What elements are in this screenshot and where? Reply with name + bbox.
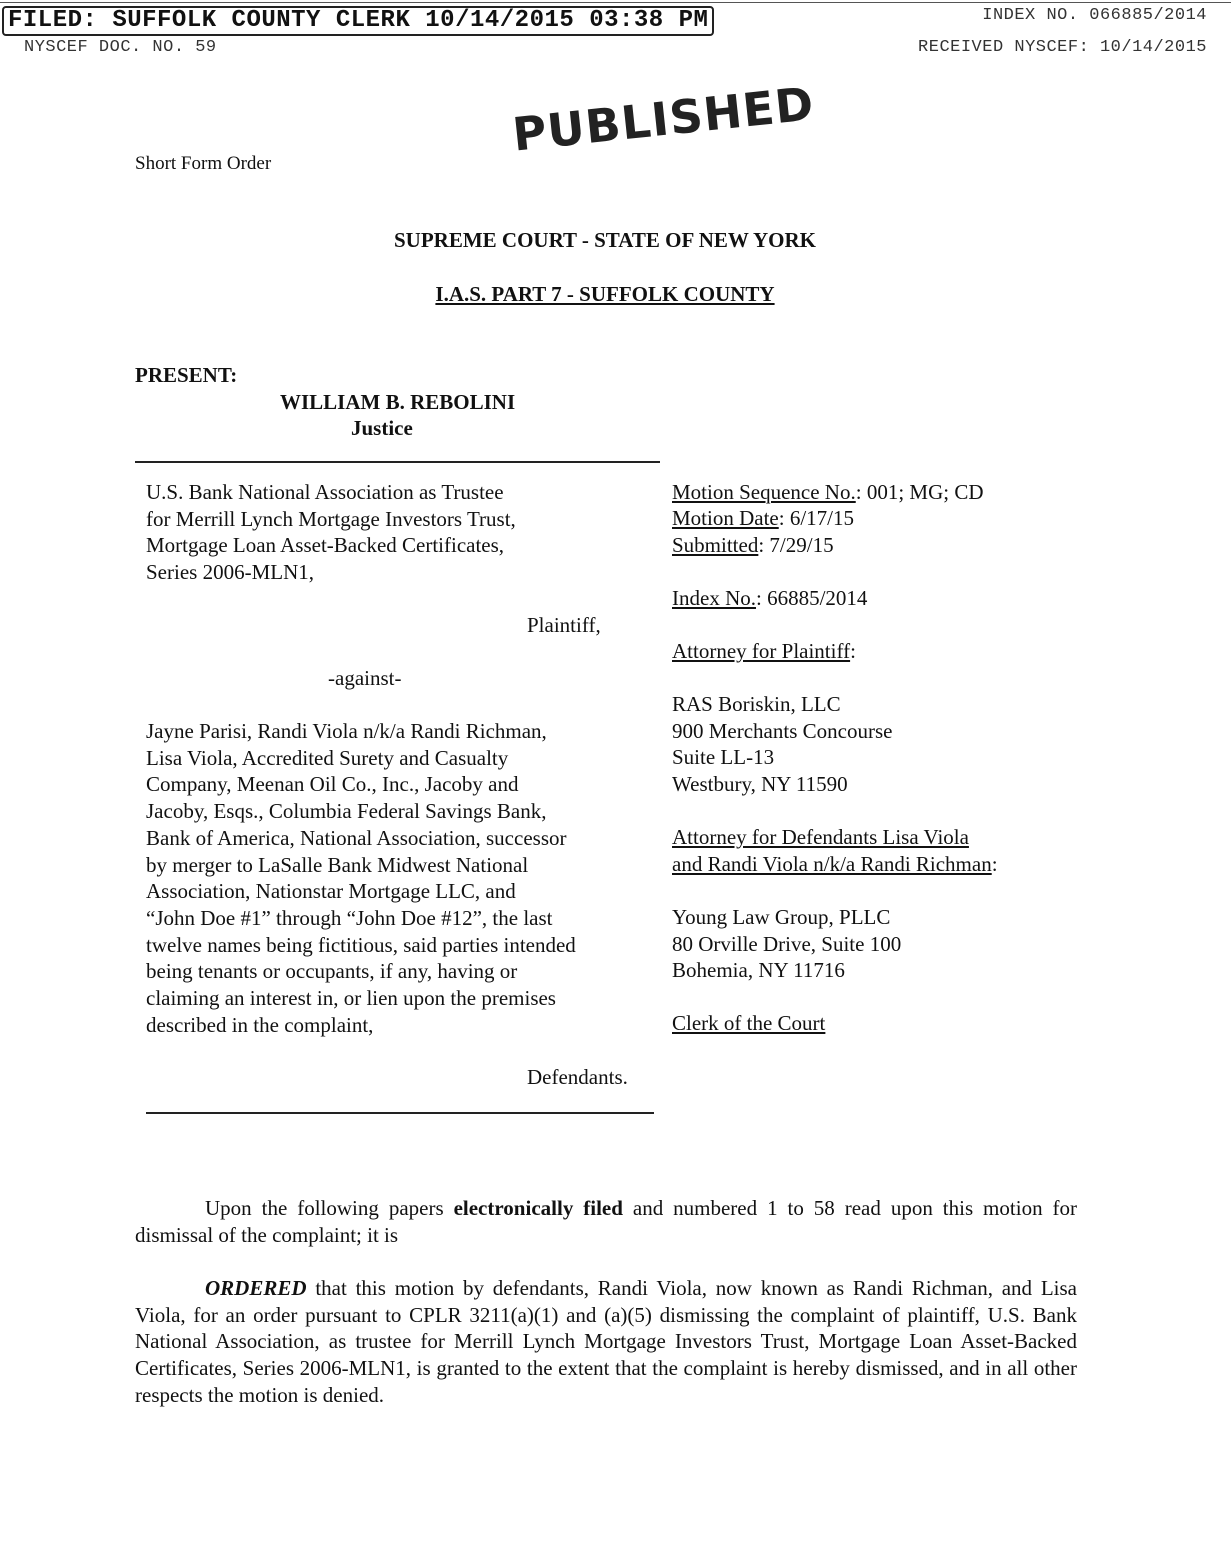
caption-bottom-rule xyxy=(146,1112,654,1114)
caption-top-rule xyxy=(135,461,660,463)
clerk-of-court: Clerk of the Court xyxy=(672,1011,826,1035)
judge-role: Justice xyxy=(351,416,413,440)
defendant-line: Jayne Parisi, Randi Viola n/k/a Randi Richman, xyxy=(146,719,547,743)
form-type: Short Form Order xyxy=(135,153,272,174)
motion-index-number: Index No.: 66885/2014 xyxy=(672,586,868,610)
defendant-line: Lisa Viola, Accredited Surety and Casualty xyxy=(146,745,509,770)
defendant-line: twelve names being fictitious, said parties intended xyxy=(146,932,576,957)
order-paragraph: ORDERED that this motion by defendants, Randi Viola, now known as Randi Richman, and Lisa Viola, for an order pursuant to CPLR 3211(a)(1) and (a)(5) dismissing the complaint of plaintiff, U.S. Bank National Association, as trustee for Merrill Lynch Mortgage Investors Trust, Mortgage Loan Asset-Backed Certificates, Series 2006-MLN1, is granted to the extent that the complaint is hereby dismissed, and in all other respects the motion is denied. xyxy=(135,1276,1077,1407)
address-line: 900 Merchants Concourse xyxy=(672,718,893,743)
defendant-line: by merger to LaSalle Bank Midwest National xyxy=(146,852,529,877)
submitted-date: Submitted: 7/29/15 xyxy=(672,533,834,557)
address-line: Westbury, NY 11590 xyxy=(672,772,848,797)
court-title: SUPREME COURT - STATE OF NEW YORK xyxy=(393,228,817,252)
address-line: Suite LL-13 xyxy=(672,745,775,770)
address-line: RAS Boriskin, LLC xyxy=(672,692,841,716)
top-rule xyxy=(0,2,1231,3)
plaintiff-line: for Merrill Lynch Mortgage Investors Trust, xyxy=(146,506,516,531)
against-label: -against- xyxy=(328,666,402,690)
defendant-line: Association, Nationstar Mortgage LLC, and xyxy=(146,879,516,904)
filed-stamp: FILED: SUFFOLK COUNTY CLERK 10/14/2015 03:38 PM xyxy=(2,6,714,36)
defendant-line: Company, Meenan Oil Co., Inc., Jacoby and xyxy=(146,772,519,797)
defendants-caption xyxy=(146,718,576,1038)
defendants-attorney-address xyxy=(672,904,901,984)
plaintiff-attorney-address xyxy=(672,691,892,798)
court-part: I.A.S. PART 7 - SUFFOLK COUNTY xyxy=(435,282,775,306)
plaintiff-line: U.S. Bank National Association as Trustee xyxy=(146,480,504,504)
defendant-line: described in the complaint, xyxy=(146,1012,374,1037)
judge-name: WILLIAM B. REBOLINI xyxy=(280,390,516,414)
defendant-line: Bank of America, National Association, successor xyxy=(146,825,567,850)
motion-sequence: Motion Sequence No.: 001; MG; CD xyxy=(672,480,984,504)
defendant-line: claiming an interest in, or lien upon the premises xyxy=(146,986,556,1011)
defendants-attorney-heading: Attorney for Defendants Lisa Viola and Randi Viola n/k/a Randi Richman: xyxy=(672,825,998,876)
address-line: Bohemia, NY 11716 xyxy=(672,958,845,983)
address-line: 80 Orville Drive, Suite 100 xyxy=(672,931,902,956)
plaintiff-line: Series 2006-MLN1, xyxy=(146,560,314,585)
defendant-line: being tenants or occupants, if any, having or xyxy=(146,959,518,984)
present-label: PRESENT: xyxy=(135,363,238,387)
plaintiff-label: Plaintiff, xyxy=(527,613,601,637)
defendant-line: Jacoby, Esqs., Columbia Federal Savings Bank, xyxy=(146,799,547,824)
received-date: RECEIVED NYSCEF: 10/14/2015 xyxy=(918,38,1207,57)
index-number: INDEX NO. 066885/2014 xyxy=(982,6,1207,25)
defendant-line: “John Doe #1” through “John Doe #12”, the last xyxy=(146,905,553,930)
published-stamp: PUBLISHED xyxy=(510,76,817,162)
plaintiff-caption xyxy=(146,479,516,586)
address-line: Young Law Group, PLLC xyxy=(672,905,891,929)
nyscef-doc-number: NYSCEF DOC. NO. 59 xyxy=(24,38,217,57)
motion-date: Motion Date: 6/17/15 xyxy=(672,506,854,530)
plaintiff-attorney-heading: Attorney for Plaintiff: xyxy=(672,639,856,663)
papers-paragraph: Upon the following papers electronically filed and numbered 1 to 58 read upon this motion for dismissal of the complaint; it is xyxy=(135,1196,1077,1247)
defendants-label: Defendants. xyxy=(527,1065,628,1089)
plaintiff-line: Mortgage Loan Asset-Backed Certificates, xyxy=(146,533,505,558)
